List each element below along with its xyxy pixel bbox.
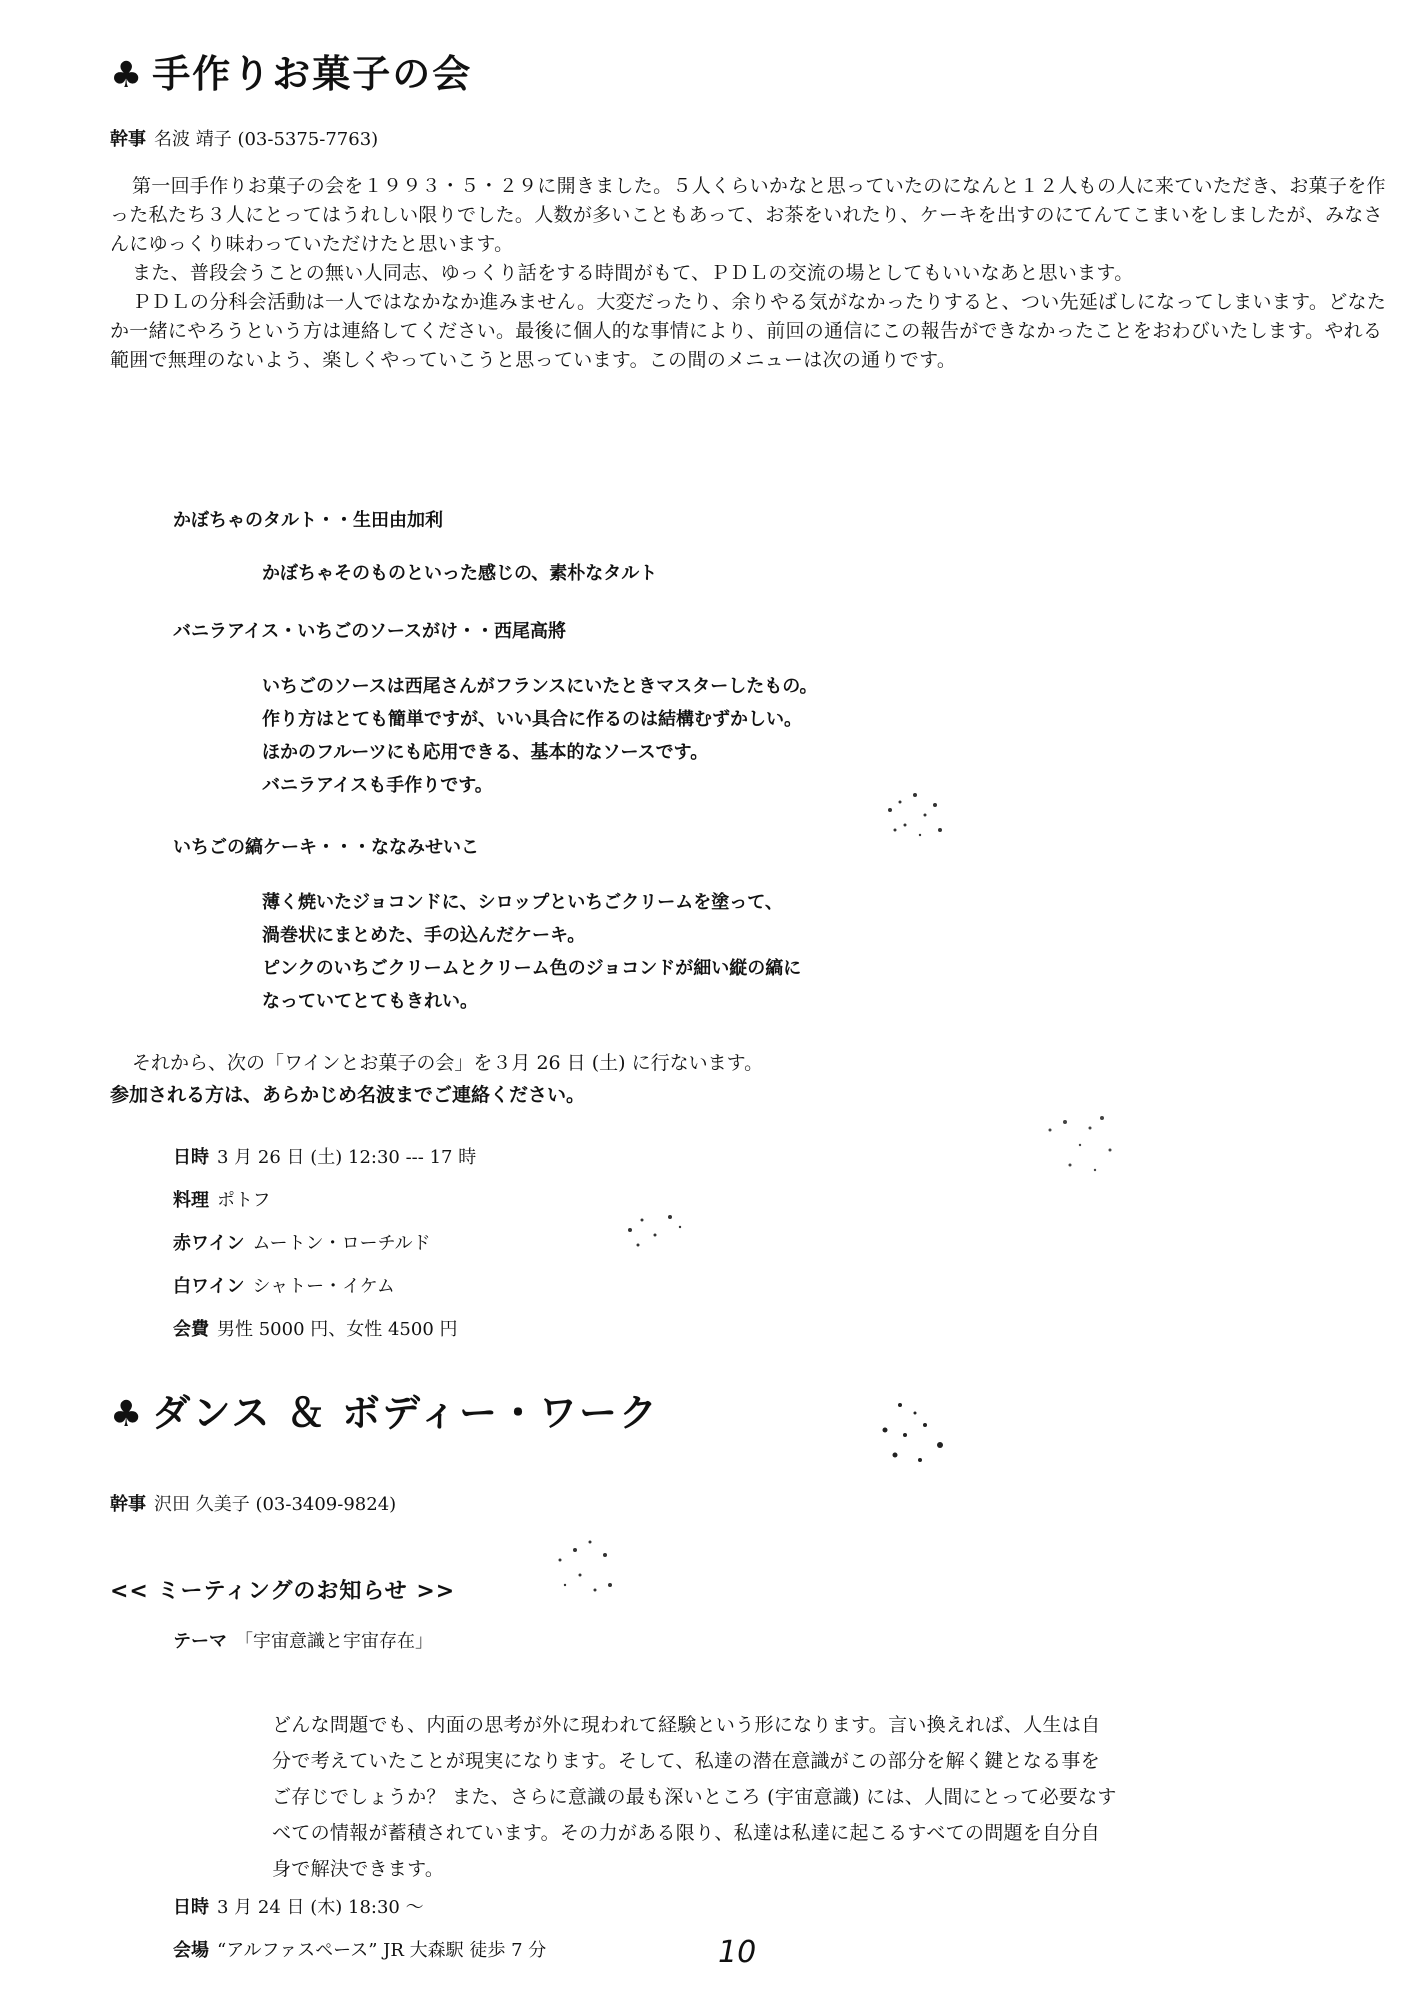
paragraph-line: どんな問題でも、内面の思考が外に現われて経験という形になります。言い換えれば、人生は自: [272, 1714, 1101, 1736]
organizer-label: 幹事: [110, 1494, 146, 1515]
detail-datetime: [173, 1143, 476, 1169]
menu-item-title: いちごの縞ケーキ・・・ななみせいこ: [173, 837, 479, 858]
menu-desc-line: なっていてとてもきれい。: [262, 991, 478, 1012]
detail-value: シャトー・イケム: [252, 1276, 395, 1297]
detail-white-wine: [173, 1272, 395, 1298]
menu-item-description: [262, 670, 817, 802]
meeting-description: [272, 1707, 1262, 1887]
theme-label: テーマ: [173, 1631, 227, 1652]
detail-label: 赤ワイン: [173, 1233, 245, 1254]
section-title-text: ダンス ＆ ボディー・ワーク: [152, 1391, 659, 1435]
organizer-value: 名波 靖子 (03-5375-7763): [154, 129, 379, 150]
detail-value: “アルファスペース” JR 大森駅 徒歩 7 分: [217, 1940, 547, 1961]
section-title-dance: [110, 1391, 659, 1435]
paragraph-line: 分で考えていたことが現実になります。そして、私達の潜在意識がこの部分を解く鍵となる事を: [272, 1750, 1101, 1772]
theme-line: [173, 1627, 433, 1653]
speckle-decoration: [880, 780, 960, 850]
detail-fee: [173, 1315, 458, 1341]
menu-item-description: [262, 886, 801, 1018]
detail-label: 会費: [173, 1319, 209, 1340]
menu-desc-line: 渦巻状にまとめた、手の込んだケーキ。: [262, 925, 586, 946]
detail-label: 会場: [173, 1940, 209, 1961]
menu-desc-line: ピンクのいちごクリームとクリーム色のジョコンドが細い縦の縞に: [262, 958, 802, 979]
detail-value: ムートン・ローチルド: [252, 1233, 431, 1254]
speckle-decoration: [870, 1395, 960, 1475]
detail-label: 料理: [173, 1190, 209, 1211]
paragraph: ＰＤＬの分科会活動は一人ではなかなか進みません。大変だったり、余りやる気がなかったりすると、つい先延ばしになってしまいます。どなたか一緒にやろうという方は連絡してください。最後に個人的な事情により、前回の通信にこの報告ができなかったことをおわびいたします。やれる範囲で無理のないよう、楽しくやっていこうと思っています。この間のメニューは次の通りです。: [110, 291, 1387, 371]
menu-desc-line: バニラアイスも手作りです。: [262, 775, 493, 796]
meeting-announcement-title: << ミーティングのお知らせ >>: [110, 1579, 456, 1604]
intro-paragraphs: [110, 172, 1400, 375]
section-title-text: 手作りお菓子の会: [152, 52, 473, 96]
section-title-sweets: [110, 52, 473, 96]
organizer-label: 幹事: [110, 129, 146, 150]
speckle-decoration: [1040, 1110, 1130, 1185]
detail-dish: [173, 1186, 270, 1212]
meeting-venue: [173, 1936, 546, 1962]
organizer-line: [110, 125, 378, 151]
meeting-datetime: [173, 1893, 424, 1919]
detail-value: 3 月 24 日 (木) 18:30 〜: [217, 1897, 424, 1918]
menu-item-description: [262, 557, 657, 590]
club-suit-icon: ♣: [110, 1394, 145, 1435]
theme-value: 「宇宙意識と宇宙存在」: [235, 1631, 433, 1652]
paragraph-line: ご存じでしょうか？ また、さらに意識の最も深いところ (宇宙意識) には、人間にとって必要なす: [272, 1786, 1117, 1808]
detail-label: 日時: [173, 1147, 209, 1168]
organizer-line: [110, 1490, 396, 1516]
paragraph-line: 身で解決できます。: [272, 1858, 445, 1880]
detail-red-wine: [173, 1229, 431, 1255]
organizer-value: 沢田 久美子 (03-3409-9824): [154, 1494, 397, 1515]
menu-desc-line: 作り方はとても簡単ですが、いい具合に作るのは結構むずかしい。: [262, 709, 802, 730]
menu-desc-line: ほかのフルーツにも応用できる、基本的なソースです。: [262, 742, 709, 763]
menu-desc-line: いちごのソースは西尾さんがフランスにいたときマスターしたもの。: [262, 676, 818, 697]
next-event-contact: 参加される方は、あらかじめ名波までご連絡ください。: [110, 1084, 586, 1106]
detail-label: 日時: [173, 1897, 209, 1918]
menu-desc-line: かぼちゃそのものといった感じの、素朴なタルト: [262, 563, 658, 584]
detail-value: 3 月 26 日 (土) 12:30 --- 17 時: [217, 1147, 477, 1168]
menu-desc-line: 薄く焼いたジョコンドに、シロップといちごクリームを塗って、: [262, 892, 783, 913]
menu-item-title: バニラアイス・いちごのソースがけ・・西尾高將: [173, 621, 566, 642]
page-number: 10: [718, 1935, 757, 1970]
detail-label: 白ワイン: [173, 1276, 245, 1297]
speckle-decoration: [620, 1205, 700, 1260]
paragraph-line: べての情報が蓄積されています。その力がある限り、私達は私達に起こるすべての問題を自分自: [272, 1822, 1101, 1844]
next-event-line: それから、次の「ワインとお菓子の会」を３月 26 日 (土) に行ないます。: [132, 1052, 764, 1074]
detail-value: ポトフ: [217, 1190, 271, 1211]
detail-value: 男性 5000 円、女性 4500 円: [217, 1319, 458, 1340]
club-suit-icon: ♣: [110, 55, 145, 96]
paragraph: 第一回手作りお菓子の会を１９９３・５・２９に開きました。５人くらいかなと思っていたのになんと１２人もの人に来ていただき、お菓子を作った私たち３人にとってはうれしい限りでした。人数が多いこともあって、お茶をいれたり、ケーキを出すのにてんてこまいをしましたが、みなさんにゆっくり味わっていただけたと思います。: [110, 175, 1386, 255]
paragraph: また、普段会うことの無い人同志、ゆっくり話をする時間がもて、ＰＤＬの交流の場としてもいいなあと思います。: [132, 262, 1134, 284]
speckle-decoration: [550, 1530, 640, 1600]
menu-item-title: かぼちゃのタルト・・生田由加利: [173, 510, 443, 531]
